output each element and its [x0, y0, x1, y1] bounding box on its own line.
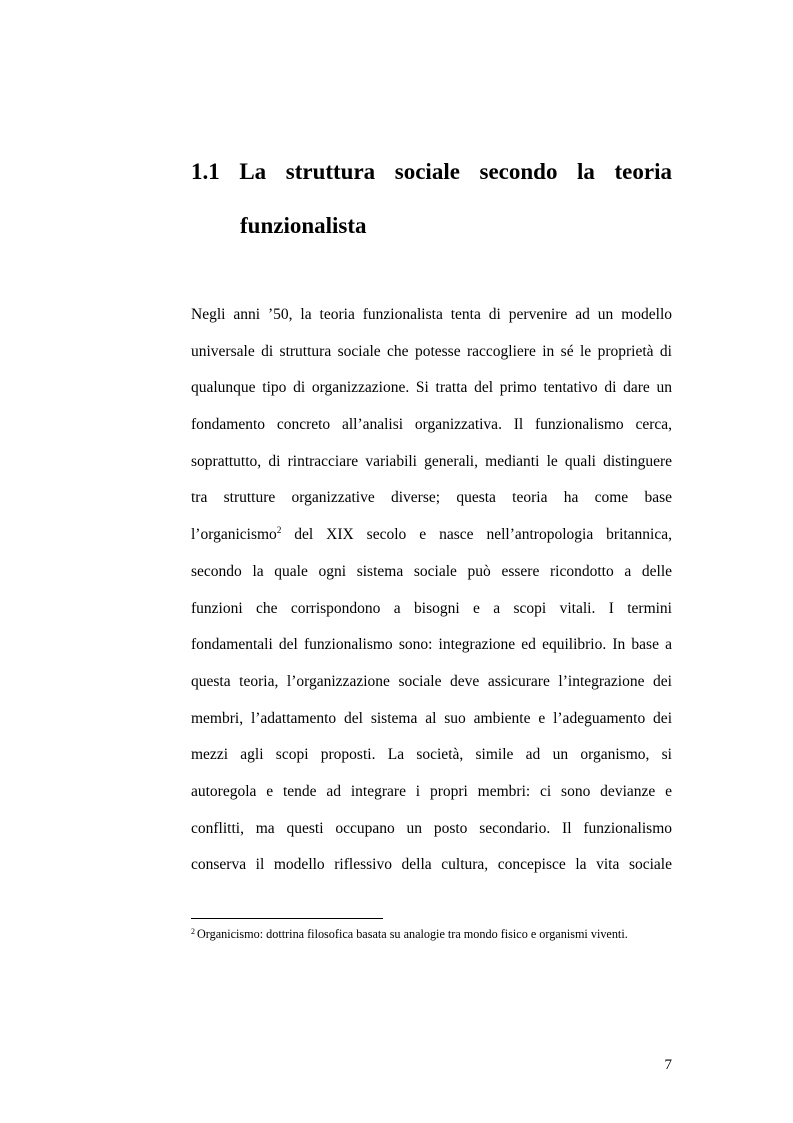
- text-line: qualunque tipo di organizzazione. Si tratta del primo tentativo di dare un: [191, 379, 672, 397]
- text-line: membri, l’adattamento del sistema al suo ambiente e l’adeguamento dei: [191, 709, 672, 727]
- footnote: [191, 927, 673, 942]
- text-fragment: l’organicismo: [191, 526, 277, 544]
- text-line: universale di struttura sociale che potesse raccogliere in sé le proprietà di: [191, 342, 672, 360]
- section-heading-continuation: funzionalista: [240, 213, 367, 238]
- body-paragraph: [191, 297, 672, 884]
- text-line: secondo la quale ogni sistema sociale può essere ricondotto a delle: [191, 562, 672, 580]
- section-title-word: sociale: [394, 159, 460, 184]
- section-title-word: struttura: [285, 159, 376, 184]
- text-line: conflitti, ma questi occupano un posto secondario. Il funzionalismo: [191, 819, 672, 837]
- section-title-word: La: [239, 159, 267, 184]
- text-fragment: del XIX secolo e nasce nell’antropologia britannica,: [294, 526, 672, 544]
- text-line: soprattutto, di rintracciare variabili generali, medianti le quali distinguere: [191, 452, 672, 470]
- text-line: fondamentali del funzionalismo sono: integrazione ed equilibrio. In base a: [191, 636, 672, 654]
- text-line: autoregola e tende ad integrare i propri membri: ci sono devianze e: [191, 782, 672, 800]
- text-line: Negli anni ’50, la teoria funzionalista tenta di pervenire ad un modello: [191, 306, 672, 323]
- text-line: conserva il modello riflessivo della cultura, concepisce la vita sociale: [191, 856, 672, 874]
- footnote-marker: 2: [191, 927, 195, 936]
- text-line: questa teoria, l’organizzazione sociale deve assicurare l’integrazione dei: [191, 672, 672, 690]
- footnote-divider: [191, 918, 383, 919]
- footnote-reference[interactable]: 2: [276, 525, 282, 536]
- text-line: tra strutture organizzative diverse; questa teoria ha come base: [191, 489, 672, 507]
- section-title-word: teoria: [614, 159, 672, 184]
- text-line: mezzi agli scopi proposti. La società, simile ad un organismo, si: [191, 746, 672, 764]
- section-number: 1.1: [191, 159, 220, 184]
- section-title-word: la: [577, 159, 595, 184]
- text-line-with-footnote: [191, 517, 672, 554]
- page-number: 7: [664, 1057, 672, 1073]
- section-heading: [191, 160, 672, 183]
- section-title-word: secondo: [479, 159, 558, 184]
- text-line: fondamento concreto all’analisi organizzativa. Il funzionalismo cerca,: [191, 416, 672, 434]
- footnote-text: Organicismo: dottrina filosofica basata su analogie tra mondo fisico e organismi viventi.: [197, 927, 628, 941]
- text-line: funzioni che corrispondono a bisogni e a scopi vitali. I termini: [191, 599, 672, 617]
